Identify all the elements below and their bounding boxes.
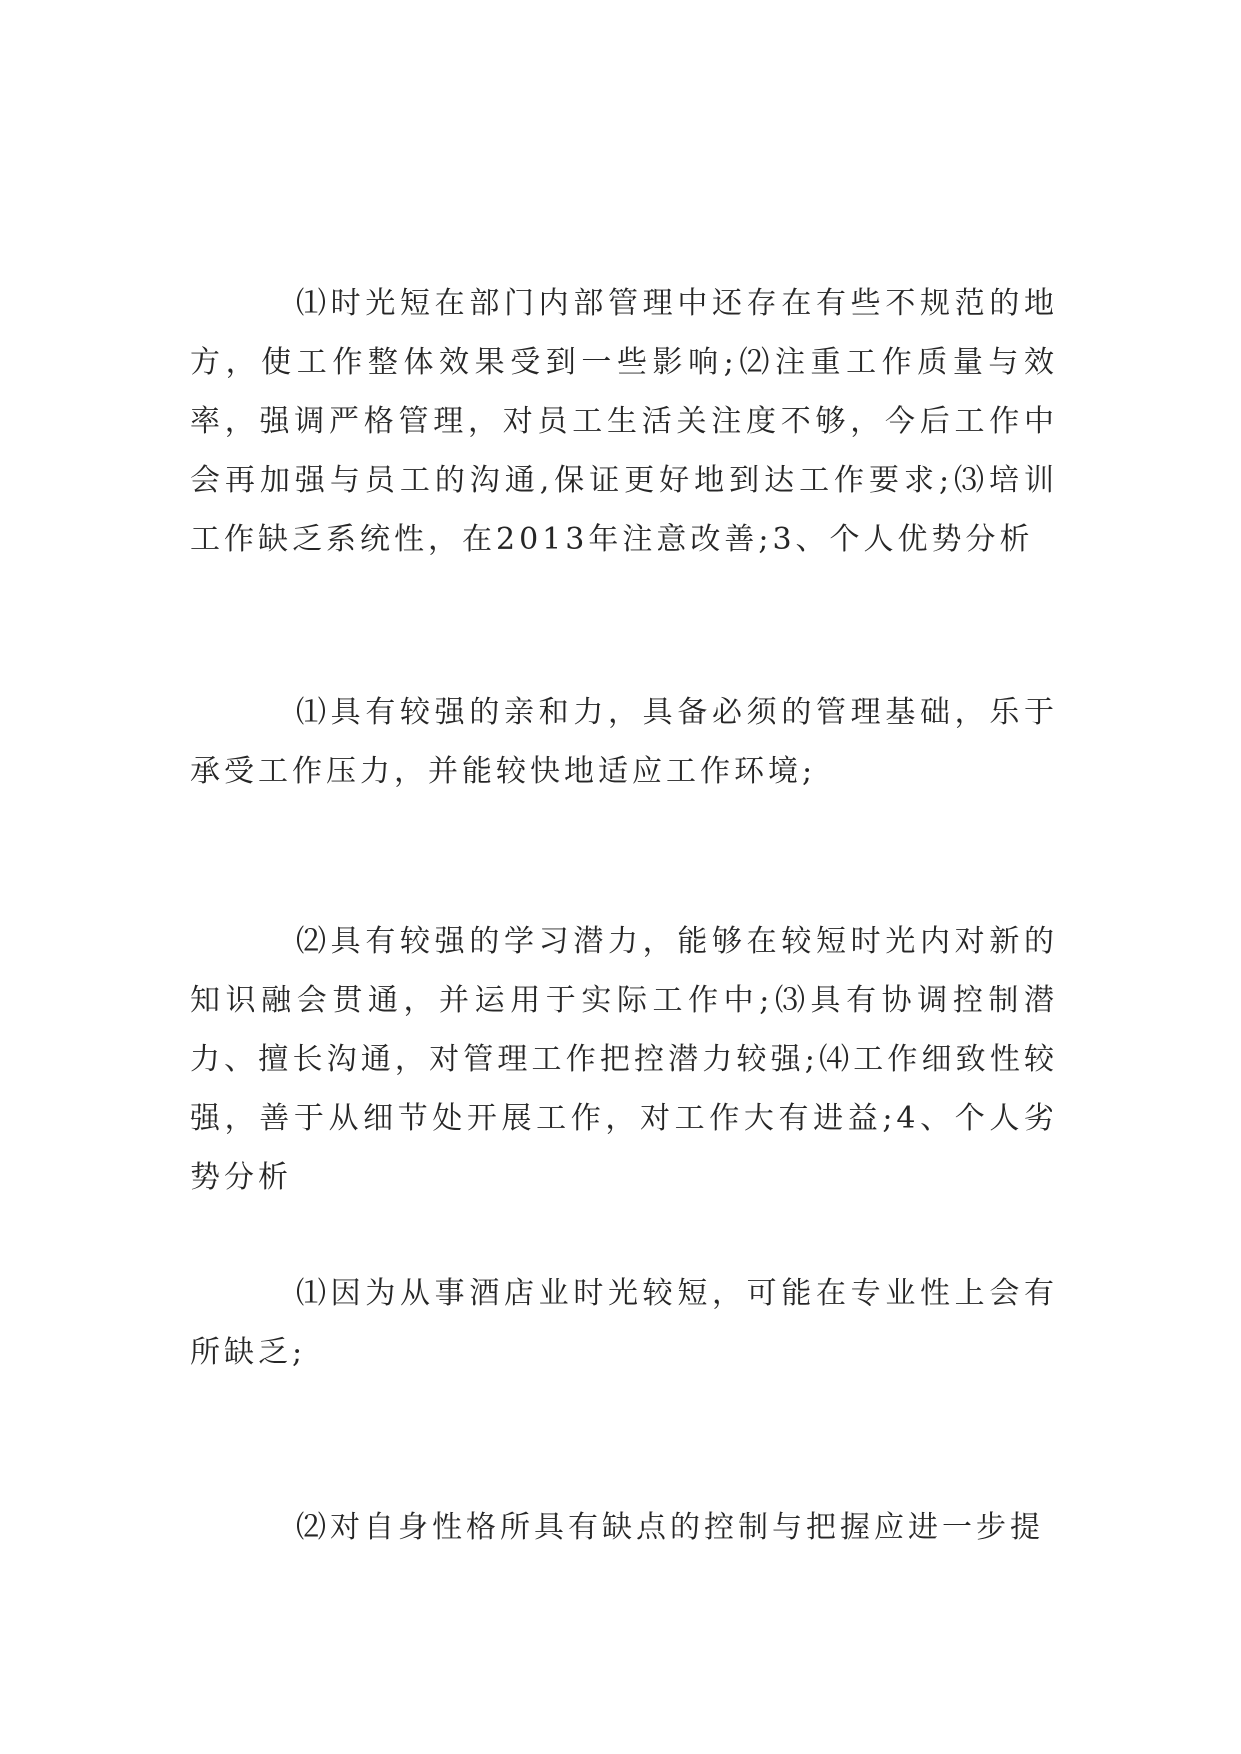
- paragraph-weakness-personality: ⑵对自身性格所具有缺点的控制与把握应进一步提: [296, 1510, 1044, 1545]
- paragraph-management-issues: ⑴时光短在部门内部管理中还存在有些不规范的地方，使工作整体效果受到一些影响;⑵注重工作质量与效率，强调严格管理，对员工生活关注度不够，今后工作中会再加强与员工的沟通,保证更好地到达工作要求;⑶培训工作缺乏系统性，在2013年注意改善;3、个人优势分析: [190, 286, 1058, 557]
- paragraph-strength-affinity: ⑴具有较强的亲和力，具备必须的管理基础，乐于承受工作压力，并能较快地适应工作环境;: [190, 695, 1058, 789]
- paragraph-strength-learning: ⑵具有较强的学习潜力，能够在较短时光内对新的知识融会贯通，并运用于实际工作中;⑶具有协调控制潜力、擅长沟通，对管理工作把控潜力较强;⑷工作细致性较强，善于从细节处开展工作，对工作大有进益;4、个人劣势分析: [190, 924, 1058, 1195]
- paragraph-weakness-experience: ⑴因为从事酒店业时光较短，可能在专业性上会有所缺乏;: [190, 1276, 1058, 1370]
